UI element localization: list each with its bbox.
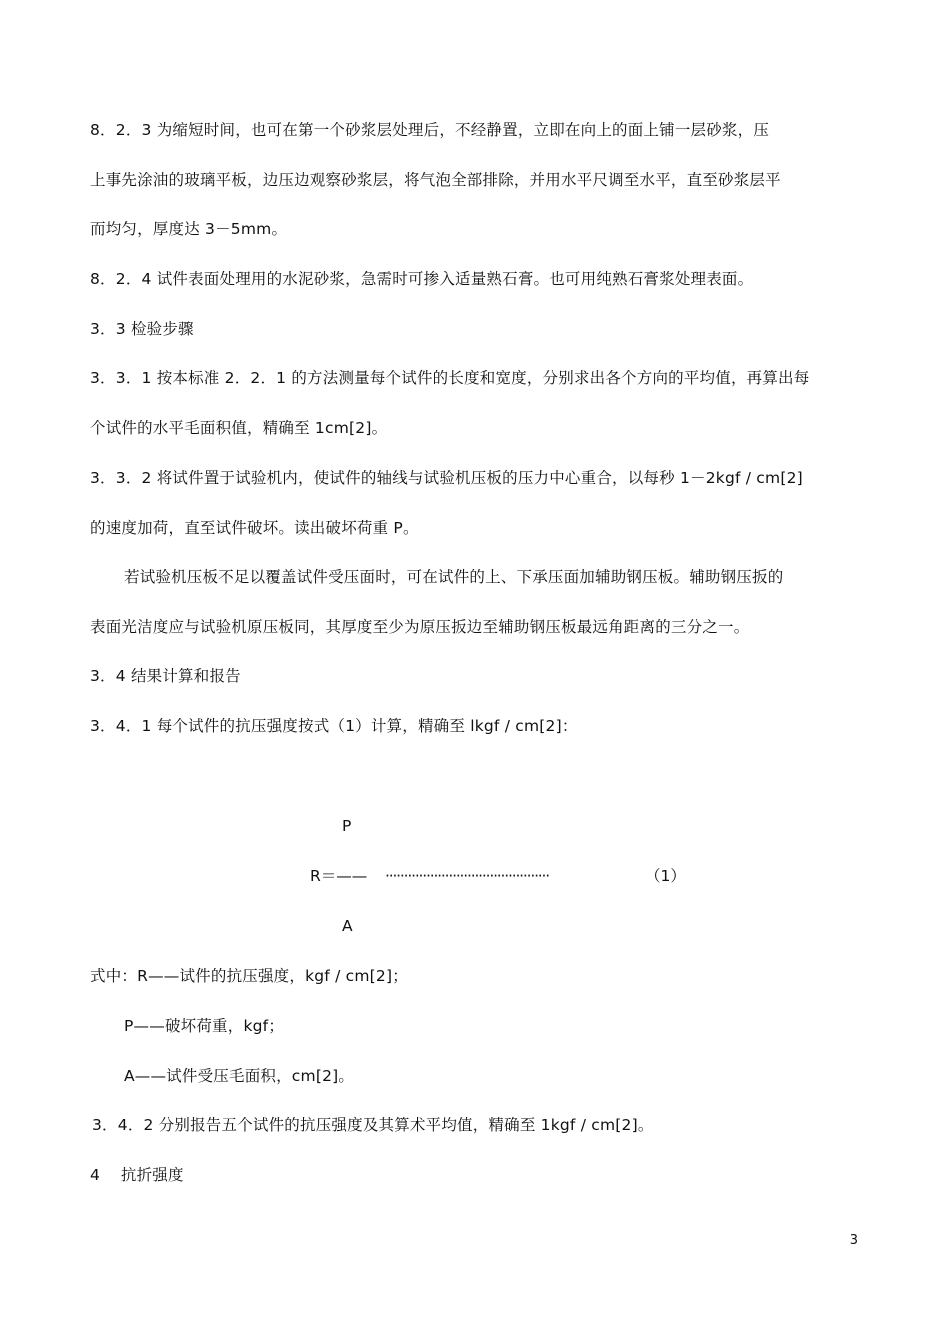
paragraph-line: 3．4．2 分别报告五个试件的抗压强度及其算术平均值，精确至 1kgf / cm[2]。: [92, 1116, 654, 1134]
definition-line: P——破坏荷重，kgf；: [124, 1017, 285, 1035]
paragraph-line: 而均匀，厚度达 3－5mm。: [90, 220, 288, 238]
paragraph-line: 8．2．3 为缩短时间，也可在第一个砂浆层处理后，不经静置，立即在向上的面上铺一层砂浆，压: [90, 121, 770, 139]
paragraph-line: 上事先涂油的玻璃平板，边压边观察砂浆层，将气泡全部排除，并用水平尺调至水平，直至砂浆层平: [90, 171, 781, 189]
paragraph-line-indented: 若试验机压板不足以覆盖试件受压面时，可在试件的上、下承压面加辅助钢压板。辅助钢压扳的: [124, 568, 784, 586]
paragraph-line: 个试件的水平毛面积值，精确至 1cm[2]。: [90, 419, 388, 437]
paragraph-line: 3．4．1 每个试件的抗压强度按式（1）计算，精确至 lkgf / cm[2]：: [90, 717, 578, 735]
definition-line: A——试件受压毛面积，cm[2]。: [124, 1067, 355, 1085]
paragraph-line: 表面光洁度应与试验机原压板同，其厚度至少为原压扳边至辅助钢压板最远角距离的三分之一。: [90, 618, 750, 636]
formula-number: （1）: [645, 867, 686, 885]
paragraph-line: 3．3．2 将试件置于试验机内，使试件的轴线与试验机压板的压力中心重合，以每秒 1－2kgf / cm[2]: [90, 469, 803, 487]
definition-line: 式中：R——试件的抗压强度，kgf / cm[2]；: [90, 967, 408, 985]
formula-dots: ············································: [385, 867, 549, 885]
page-number: 3: [849, 1233, 858, 1248]
section-heading: 3．4 结果计算和报告: [90, 667, 241, 685]
formula-lhs: R＝——: [310, 867, 368, 885]
paragraph-line: 8．2．4 试件表面处理用的水泥砂浆，急需时可掺入适量熟石膏。也可用纯熟石膏浆处理表面。: [90, 270, 754, 288]
formula-numerator: P: [342, 817, 352, 835]
paragraph-line: 的速度加荷，直至试件破坏。读出破坏荷重 P。: [90, 519, 419, 537]
formula-denominator: A: [342, 917, 353, 935]
section-heading: 4 抗折强度: [90, 1166, 184, 1184]
paragraph-line: 3．3．1 按本标准 2．2．1 的方法测量每个试件的长度和宽度，分别求出各个方向的平均值，再算出每: [90, 369, 810, 387]
section-heading: 3．3 检验步骤: [90, 320, 194, 338]
